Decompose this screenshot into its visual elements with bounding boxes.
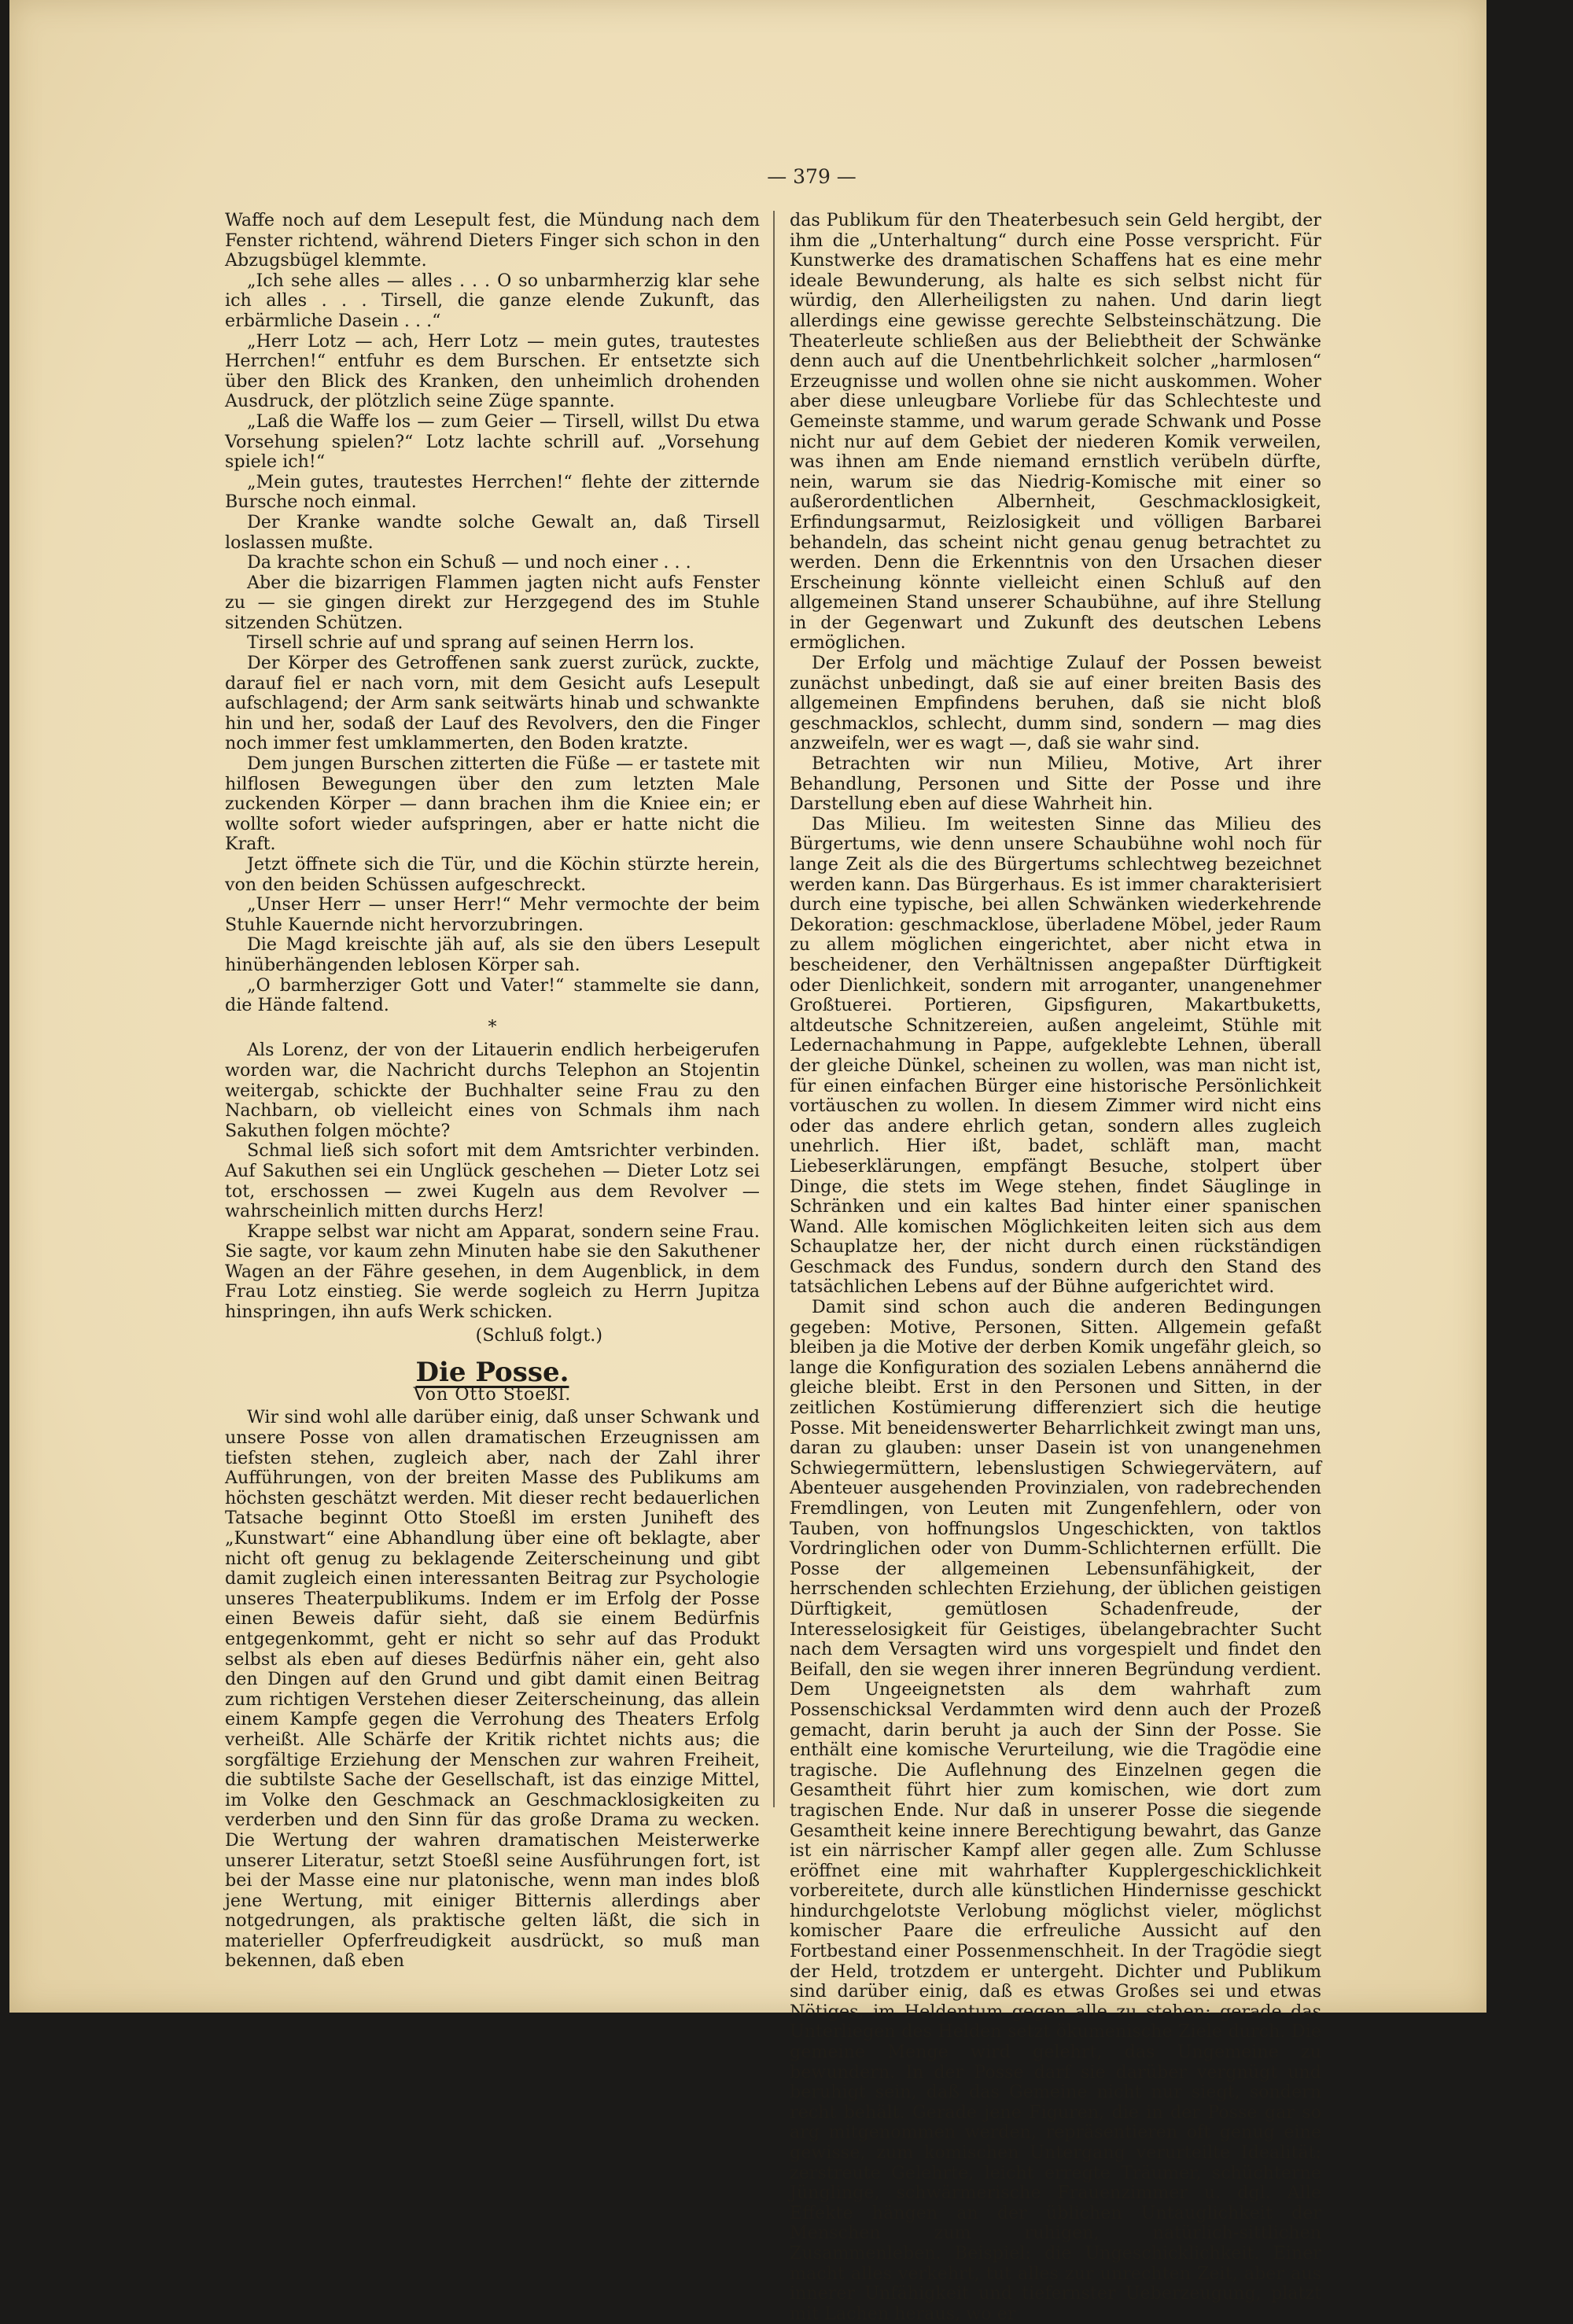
article-paragraph: Wir sind wohl alle darüber einig, daß unser Schwank und unsere Posse von allen dramatischen Erzeugnissen am tiefsten stehen, zugleich aber, nach der Zahl ihrer Aufführungen, von der breiten Masse des Publikums am höchsten geschätzt werden. Mit dieser recht bedauerlichen Tatsache beginnt Otto Stoeßl im ersten Juniheft des „Kunstwart“ eine Abhandlung über eine oft beklagte, aber nicht oft genug zu beklagende Zeiterscheinung und gibt damit zugleich einen interessanten Beitrag zur Psychologie unseres Theaterpublikums. Indem er im Erfolg der Posse einen Beweis dafür sieht, daß sie einem Bedürfnis entgegenkommt, geht er nicht so sehr auf das Produkt selbst als eben auf dieses Bedürfnis näher ein, geht also den Dingen auf den Grund und gibt damit einen Beitrag zum richtigen Verstehen dieser Zeiterscheinung, das allein einem Kampfe gegen die Verrohung des Theaters Erfolg verheißt. Alle Schärfe der Kritik richtet nichts aus; die sorgfältige Erziehung der Menschen zur wahren Freiheit, die subtilste Sache der Gesellschaft, ist das einzige Mittel, im Volke den Geschmack an Geschmacklosigkeiten zu verderben und den Sinn für das große Drama zu wecken. Die Wertung der wahren dramatischen Meisterwerke unserer Literatur, setzt Stoeßl seine Ausführungen fort, ist bei der Masse eine nur platonische, wenn man indes bloß jene Wertung, mit einiger Bitternis allerdings aber notgedrungen, als praktische gelten läßt, die sich in materieller Opferfreudigkeit ausdrückt, so muß man bekennen, daß eben — [225, 1407, 760, 1972]
paragraph: Aber die bizarrigen Flammen jagten nicht aufs Fenster zu — sie gingen direkt zur Herzgegend des im Stuhle sitzenden Schützen. — [225, 572, 760, 633]
paragraph: „O barmherziger Gott und Vater!“ stammelte sie dann, die Hände faltend. — [225, 974, 760, 1016]
paragraph: „Laß die Waffe los — zum Geier — Tirsell, willst Du etwa Vorsehung spielen?“ Lotz lachte schrill auf. „Vorsehung spiele ich!“ — [225, 411, 760, 473]
paragraph: „Herr Lotz — ach, Herr Lotz — mein gutes, trautestes Herrchen!“ entfuhr es dem Burschen. Er entsetzte sich über den Blick des Kranken, den unheimlich drohenden Ausdruck, der plötzlich seine Züge spannte. — [225, 330, 760, 412]
paragraph: Da krachte schon ein Schuß — und noch einer . . . — [247, 552, 691, 573]
paragraph: Tirsell schrie auf und sprang auf seinen Herrn los. — [247, 632, 694, 654]
article-byline: Von Otto Stoeßl. — [413, 1383, 572, 1405]
column-divider — [773, 211, 775, 1807]
paragraph: Der Erfolg und mächtige Zulauf der Possen beweist zunächst unbedingt, daß sie auf einer breiten Basis des allgemeinen Empfindens beruhen, daß sie nicht bloß geschmacklos, schlecht, dumm sind, sondern — mag dies anzweifeln, wer es wagt —, daß sie wahr sind. — [790, 653, 1321, 754]
page-number: — 379 — — [767, 165, 856, 188]
continuation-note: (Schluß folgt.) — [475, 1324, 602, 1346]
paragraph: Damit sind schon auch die anderen Bedingungen gegeben: Motive, Personen, Sitten. Allgemein gefaßt bleiben ja die Motive der derben Komik ungefähr gleich, so lange die Konfiguration des sozialen Lebens annähernd die gleiche bleibt. Erst in den Personen und Sitten, in der zeitlichen Kostümierung differenziert sich die heutige Posse. Mit beneidenswerter Beharrlichkeit zwingt man uns, daran zu glauben: unser Dasein ist von unangenehmen Schwiegermüttern, lebenslustigen Schwiegervätern, auf Abenteuer ausgehenden Provinzialen, von radebrechenden Fremdlingen, von Leuten mit Zungenfehlern, oder von Tauben, von hoffnungslos Ungeschickten, von taktlos Vordringlichen oder von Dumm-Schlichternen erfüllt. Die Posse der allgemeinen Lebensunfähigkeit, der herrschenden schlechten Erziehung, der üblichen geistigen Dürftigkeit, gemütlosen Schadenfreude, der Interesselosigkeit für Geistiges, übelangebrachter Sucht nach dem Versagten wird uns vorgespielt und findet den Beifall, den sie wegen ihrer inneren Begründung verdient. Dem Ungeeignetsten als dem wahrhaft zum Possenschicksal Verdammten wird denn auch der Prozeß gemacht, darin beruht ja auch der Sinn der Posse. Sie enthält eine komische Verurteilung, wie die Tragödie eine tragische. Die Auflehnung des Einzelnen gegen die Gesamtheit führt hier zum komischen, wie dort zum tragischen Ende. Nur daß in unserer Posse die siegende Gesamtheit keine innere Berechtigung bewahrt, das Ganze ist ein närrischer Kampf aller gegen alle. Zum Schlusse eröffnet eine mit wahrhafter Kupplergeschicklichkeit vorbereitete, durch alle künstlichen Hindernisse geschickt hindurchgelotste Verlobung möglichst vieler, möglichst komischer Paare die erfreuliche Aussicht auf den Fortbestand einer Possenmenschheit. In der Tragödie siegt der Held, trotzdem er untergeht. Dichter und Publikum sind darüber einig, daß es etwas Großes sei und etwas Nötiges, im Heldentum gegen alle zu stehen; gerade das Unterliegen des Helden setzt ökumenische Ziele durch. Die gemeine Menge wird gelehrt, das Ungemeine zu bewundern. In der Posse darf sie darüber vergnügt und beruhigt sein, daß das Gemeine nicht nur siegt, sondern recht behält. Gerade jene Figuren, die in der Posse gar so arg mitgenommen werden, repräsentieren oft genug eine gewisse, zum komischen Untergang verurteilte Idealität: zerstreute Gelehrte, leicht erregte Träumer, schüchterne Jünglinge, schwärmerische Frauenzimmer u. dgl. Alle Effekte hängen an der üblichen Untauglichkeit der Menschen zum ruhigen, natürlich-sittlichen Zusammenleben. Beispiel: die Ungeschicklichkeit. Einer macht alles verkehrt, tut alles zur unrechten Zeit, aber aus innerer Unfähigkeit und tiefernster Ueberzeugung, platzt mit Lachen heraus, wo er — [790, 1297, 1321, 2324]
article-title: Die Posse. — [415, 1357, 569, 1389]
paragraph: das Publikum für den Theaterbesuch sein Geld hergibt, der ihm die „Unterhaltung“ durch eine Posse verspricht. Für Kunstwerke des dramatischen Schaffens hat es eine mehr ideale Bewunderung, als halte es sich selbst nicht für würdig, den Allerheiligsten zu nahen. Und darin liegt allerdings eine gewisse gerechte Selbsteinschätzung. Die Theaterleute schließen aus der Beliebtheit der Schwänke denn auch auf die Unentbehrlichkeit solcher „harmlosen“ Erzeugnisse und wollen ohne sie nicht auskommen. Woher aber diese unleugbare Vorliebe für das Schlechteste und Gemeinste stamme, und warum gerade Schwank und Posse nicht nur auf dem Gebiet der niederen Komik verweilen, was ihnen am Ende niemand ernstlich verübeln dürfte, nein, warum sie das Niedrig-Komische mit einer so außerordentlichen Albernheit, Geschmacklosigkeit, Erfindungsarmut, Reizlosigkeit und völligen Barbarei behandeln, das scheint nicht genau genug betrachtet zu werden. Denn die Erkenntnis von den Ursachen dieser Erscheinung könnte vielleicht einen Schluß auf den allgemeinen Stand unserer Schaubühne, auf ihre Stellung in der Gegenwart und Zukunft des deutschen Lebens ermöglichen. — [790, 210, 1321, 654]
paragraph: Als Lorenz, der von der Litauerin endlich herbeigerufen worden war, die Nachricht durchs Telephon an Stojentin weitergab, schickte der Buchhalter seine Frau zu den Nachbarn, ob vielleicht eines von Schmals ihm nach Sakuthen folgen möchte? — [225, 1040, 760, 1141]
paragraph: Die Magd kreischte jäh auf, als sie den übers Lesepult hinüberhängenden leblosen Körper sah. — [225, 934, 760, 975]
paragraph: „Unser Herr — unser Herr!“ Mehr vermochte der beim Stuhle Kauernde nicht hervorzubringen. — [225, 894, 760, 935]
paragraph: Betrachten wir nun Milieu, Motive, Art ihrer Behandlung, Personen und Sitte der Posse und ihre Darstellung eben auf diese Wahrheit hin. — [790, 753, 1321, 815]
paragraph: „Ich sehe alles — alles . . . O so unbarmherzig klar sehe ich alles . . . Tirsell, die ganze elende Zukunft, das erbärmliche Dasein . . .“ — [225, 270, 760, 331]
paragraph: Krappe selbst war nicht am Apparat, sondern seine Frau. Sie sagte, vor kaum zehn Minuten habe sie den Sakuthener Wagen an der Fähre gesehen, in dem Augenblick, in dem Frau Lotz einstieg. Sie werde sogleich zu Herrn Jupitza hinspringen, ihn aufs Werk schicken. — [225, 1221, 760, 1323]
paragraph: Der Kranke wandte solche Gewalt an, daß Tirsell loslassen mußte. — [225, 511, 760, 553]
paragraph: Jetzt öffnete sich die Tür, und die Köchin stürzte herein, von den beiden Schüssen aufgeschreckt. — [225, 854, 760, 895]
paragraph: Der Körper des Getroffenen sank zuerst zurück, zuckte, darauf fiel er nach vorn, mit dem Gesicht aufs Lesepult aufschlagend; der Arm sank seitwärts hinab und schwankte hin und her, sodaß der Lauf des Revolvers, den die Finger noch immer fest umklammerten, den Boden kratzte. — [225, 653, 760, 754]
section-separator: * — [488, 1017, 497, 1037]
paragraph: Schmal ließ sich sofort mit dem Amtsrichter verbinden. Auf Sakuthen sei ein Unglück geschehen — Dieter Lotz sei tot, erschossen — zwei Kugeln aus dem Revolver — wahrscheinlich mitten durchs Herz! — [225, 1140, 760, 1222]
right-column — [790, 211, 1321, 2324]
paragraph: Das Milieu. Im weitesten Sinne das Milieu des Bürgertums, wie denn unsere Schaubühne wohl noch für lange Zeit als die des Bürgertums schlechtweg bezeichnet werden kann. Das Bürgerhaus. Es ist immer charakterisiert durch eine typische, bei allen Schwänken wiederkehrende Dekoration: geschmacklose, überladene Möbel, jeder Raum zu allem möglichen eingerichtet, aber nicht etwa in bescheidener, den Verhältnissen angepaßter Dürftigkeit oder Dienlichkeit, sondern mit arroganter, unangenehmer Großtuerei. Portieren, Gipsfiguren, Makartbuketts, altdeutsche Schnitzereien, außen angeleimt, Stühle mit Ledernachahmung in Pappe, aufgeklebte Lehnen, überall der gleiche Dünkel, scheinen zu wollen, was man nicht ist, für einen einfachen Bürger eine historische Persönlichkeit vortäuschen zu wollen. In diesem Zimmer wird nicht eins oder das andere ehrlich getan, sondern alles zugleich unehrlich. Hier ißt, badet, schläft man, macht Liebeserklärungen, empfängt Besuche, stolpert über Dinge, die stets im Wege stehen, findet Säuglinge in Schränken und ein kaltes Bad hinter einer spanischen Wand. Alle komischen Möglichkeiten leiten sich aus dem Schauplatze her, der nicht durch einen rückständigen Geschmack des Fundus, sondern durch den Stand des tatsächlichen Lebens auf der Bühne aufgerichtet wird. — [790, 813, 1321, 1298]
paragraph: Waffe noch auf dem Lesepult fest, die Mündung nach dem Fenster richtend, während Dieters Finger sich schon in den Abzugsbügel klemmte. — [225, 210, 760, 271]
paragraph: „Mein gutes, trautestes Herrchen!“ flehte der zitternde Bursche noch einmal. — [225, 471, 760, 513]
paragraph: Dem jungen Burschen zitterten die Füße — er tastete mit hilflosen Bewegungen über den zum letzten Male zuckenden Körper — dann brachen ihm die Kniee ein; er wollte sofort wieder aufspringen, aber er hatte nicht die Kraft. — [225, 753, 760, 855]
left-column — [225, 211, 760, 1972]
